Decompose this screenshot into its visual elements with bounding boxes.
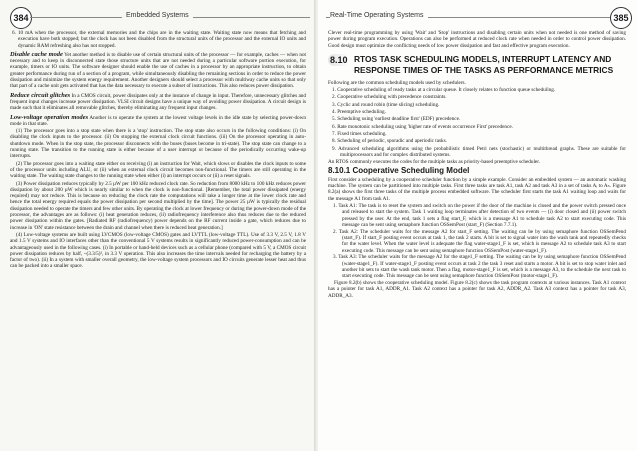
list-item: 3. Cyclic and round robin (time slicing) scheduling.: [332, 101, 440, 108]
run-in-heading: Reduce circuit glitches: [10, 91, 71, 99]
running-head: Real-Time Operating Systems: [330, 12, 428, 19]
paragraph: Following are the common scheduling models used by schedulers.: [328, 79, 466, 86]
paragraph: (2) The processor goes into a waiting state either on receiving (i) an instruction for Wait, which slows or disables the clock inputs to some of the processor units including ALU, or (ii) when an external clock circuit becomes non-functional. The timers are still operating in the waiting state. The waiting state changes to the running state when either (i) an interrupt occurs or (ii) a reset signals.: [10, 160, 306, 180]
list-item: 8. Scheduling of periodic, sporadic and aperiodic tasks.: [332, 138, 447, 145]
list-item: 4. Preemptive scheduling.: [332, 109, 386, 116]
right-body-text: [328, 30, 626, 300]
section-title: [354, 54, 613, 76]
right-page: [318, 0, 638, 451]
list-item: 1. Cooperative scheduling of ready tasks at a circular queue. It closely relates to function queue scheduling.: [332, 87, 556, 94]
left-body-text: [10, 30, 306, 271]
page-number-badge: 385: [610, 7, 632, 29]
paragraph: [10, 115, 306, 128]
list-item: 7. Fixed times scheduling.: [332, 130, 387, 137]
task-step: 1. Task A1: The task is to reset the system and switch on the power if the door of the machine is closed and the power switch pressed once and released to start the system. Task 1 waiting loop terminates after detection of two events — (i) door closed and (ii) power switch pressed by the user. At the end, task 1 sets a flag start_F, which is a message A1 to schedule task A2 to start executing code. This message can be sent using semaphore function OSSemPost (start_F) (Section 7.7.1).: [333, 202, 626, 228]
paragraph: (3) Power dissipation reduces typically by 2.5 µW per 100 kHz reduced clock rate. So reduction from 8000 kHz to 100 kHz reduces power dissipation by about 200 µW which is nearly similar to when the clock is non-functional. [Remember, the total power dissipated (energy required) may not reduce. This is because on reducing the clock rate the computations will take a longer time at the lower clock rate and hence the total energy required equals the power dissipation per second multiplied by the time]. The power 25 µW is typically the residual dissipation needed to operate the timers and few other units. By operating the clock at lower frequency or during the power-down mode of the processor, the advantages are as follows: (i) heat generation reduces, (ii) radiofrequency interference also thus reduces due to the reduced power dissipation within the gates. [Radiated RF (radiofrequency) power depends on the RF current inside a gate, which reduces due to increase in 'ON' state resistance between the drain and channel when there is reduced heat generation.]: [10, 180, 306, 231]
list-item: 6. Rate monotonic scheduling using 'higher rate of events occurrence First' precedence.: [332, 123, 513, 130]
section-title-line: RTOS TASK SCHEDULING MODELS, INTERRUPT LATENCY AND: [354, 53, 612, 64]
list-item: 2. Cooperative scheduling with precedence constraints.: [332, 94, 447, 101]
subsection-heading: [328, 168, 626, 174]
paragraph: An RTOS commonly executes the codes for the multiple tasks as priority-based preemptive scheduler.: [328, 159, 540, 166]
paragraph: [10, 93, 306, 112]
paragraph: (1) The processor goes into a stop state when there is a 'stop' instruction. The stop state also occurs in the following conditions: (i) On disabling the clock inputs to the processor. (ii) On stopping the external clock circuit functions. (iii) On the processor operating in auto-shutdown mode. When in the stop state, the processor disconnects with the buses (buses become in tri-state). The stop state can change to a running state. The transition to the running state is either because of a user interrupt or because of the periodically occurring wake-up interrupts.: [10, 128, 306, 160]
paragraph-text: Yet another method is to disable use of certain structural units of the processor — for example, caches — when not necessary and to keep in disconnected state those structure units that are not needed during a particular software portion execution, for example, timers or IO units. The software designer should enable the use of caches in a processor by an appropriate instruction, to obtain greater performance during run of a section of a program, while simultaneously disabling the remaining sections in order to reduce the power dissipation and minimize the system energy requirement. Another designers should select a processor with multiway cache units so that only that part of a cache unit gets activated that has the data necessary to execute a subset of instructions. This also reduces power dissipation.: [10, 51, 306, 90]
scheduling-models-list: [328, 87, 626, 158]
paragraph-text: In a CMOS circuit, power dissipates only at the instance of change in input. Therefore, unnecessary glitches and frequent input changes increase power dissipation. VLSI circuit designs have a unique way of avoiding power dissipation. A circuit design is made such that it eliminates all removable glitches, thereby eliminating any frequent input changes.: [10, 92, 306, 112]
list-item: 9. Advanced scheduling algorithms using the probabilistic timed Petri nets (stochastic) or multithread graphs. These are suitable for multiprocessors and for complex distributed systems.: [332, 145, 626, 158]
left-page: [0, 0, 316, 451]
task-step: 3. Task A3: The scheduler waits for the message A2 for the stage1_F setting. The waiting can be by using semaphore function OSSemPend (water-stage1_F). If water-stage1_F posting event occurs at task 2 the task 3 reset and starts a motor. A bit is set to stop water inlet and another bit sets to start the wash tank motor. Then a flag, motor-stage1_F is set, which is a message A3, to the schedule the next task to start executing code. This message can be sent using semaphore function OSSemPost (motor-stage1_F).: [333, 254, 626, 280]
paragraph: First consider a scheduling by a cooperative scheduler function by a simple example. Consider an embedded system — an automatic washing machine. The system can be partitioned into multiple tasks. First three tasks are task A1, task A2 and task A3 in a set of tasks Aᵢ to Aₙ. Figure 8.2(a) shows the first three tasks of the multiple process embedded software. The scheduler first starts the task A1 waiting loop and waits for the message A1 from task A1.: [328, 176, 626, 202]
paragraph: Clever real-time programming by using 'Wait' and 'Stop' instructions and disabling certain units when not needed is one method of saving power during program execution. Operations can also be performed at reduced clock rate when needed in order to control power dissipation. Good design must optimize the conflicting needs of low power dissipation and fast and effective program execution.: [328, 30, 626, 49]
task-step: 2. Task A2: The scheduler waits for the message A2 for start_F setting. The waiting can be by using semaphore function OSSemPend (start_F). If start_F posting event occurs at task 1, the task 2 starts. A bit is set to signal water into the wash tank and repeatedly checks for the water level. When the water level is adequate the flag water-stage1_F is set, which is message A2 to schedule task A3 to start executing code. This message can be sent using semaphore function OSSemPost (water-stage1_F).: [333, 228, 626, 254]
right-running-header: [326, 6, 632, 28]
section-number: 8.10: [328, 54, 350, 66]
section-title-line: RESPONSE TIMES OF THE TASKS AS PERFORMANCE METRICS: [354, 64, 614, 75]
paragraph: Figure 8.2(b) shows the cooperative scheduling model. Figure 8.2(c) shows the task program contexts at various instances. Task A1 context has a pointer for task A1, ADDR_A1. Task A2 context has a pointer for task A2, ADDR_A2. Task A3 context has a pointer for task A3, ADDR_A3.: [328, 280, 626, 299]
subsection-number: 8.10.1: [328, 166, 351, 176]
paragraph: [10, 52, 306, 90]
section-heading: [328, 54, 626, 76]
subsection-title: Cooperative Scheduling Model: [352, 166, 470, 176]
paragraph-text: Another is to operate the system at the lowest voltage levels in the idle state by selecting power-down mode in that state.: [10, 114, 306, 127]
list-item: 5. Scheduling using 'earliest deadline first' (EDF) precedence.: [332, 116, 461, 123]
paragraph: 6. 10 mA when the processor, the external memories and the chips are in the waiting state. Waiting state now means that fetching and execution have both stopped; but the clock has not been disabled from the structural units of the processor and the external IO units and dynamic RAM refreshing also has not stopped.: [12, 30, 306, 49]
run-in-heading: Disable cache mode: [10, 50, 63, 58]
left-running-header: [10, 6, 310, 28]
running-head: Embedded Systems: [122, 12, 193, 19]
run-in-heading: Low-voltage operation modes: [10, 113, 89, 121]
page-number-badge: 384: [10, 7, 32, 29]
paragraph: (4) Low-voltage systems are built using LVCMOS (low-voltage CMOS) gates and LVTTL (low-voltage TTL). Use of 3.3 V, 2.5 V, 1.8 V and 1.5 V systems and IO interfaces other than the conventional 5 V systems results in significantly reduced power-consumption and can be advantageously used in the following cases. (i) In portable or hand-held devices such as a cellular phone (compared with 5 V, a CMOS circuit power dissipation reduces by half, ~(3.3/5)², in 3.3 V operation. This also increases the time intervals needed for recharging the battery by a factor of two). (ii) In a system with smaller overall geometry, the low-voltage system processors and IO circuits generate lesser heat and thus can be packed into a smaller space.: [10, 231, 306, 270]
